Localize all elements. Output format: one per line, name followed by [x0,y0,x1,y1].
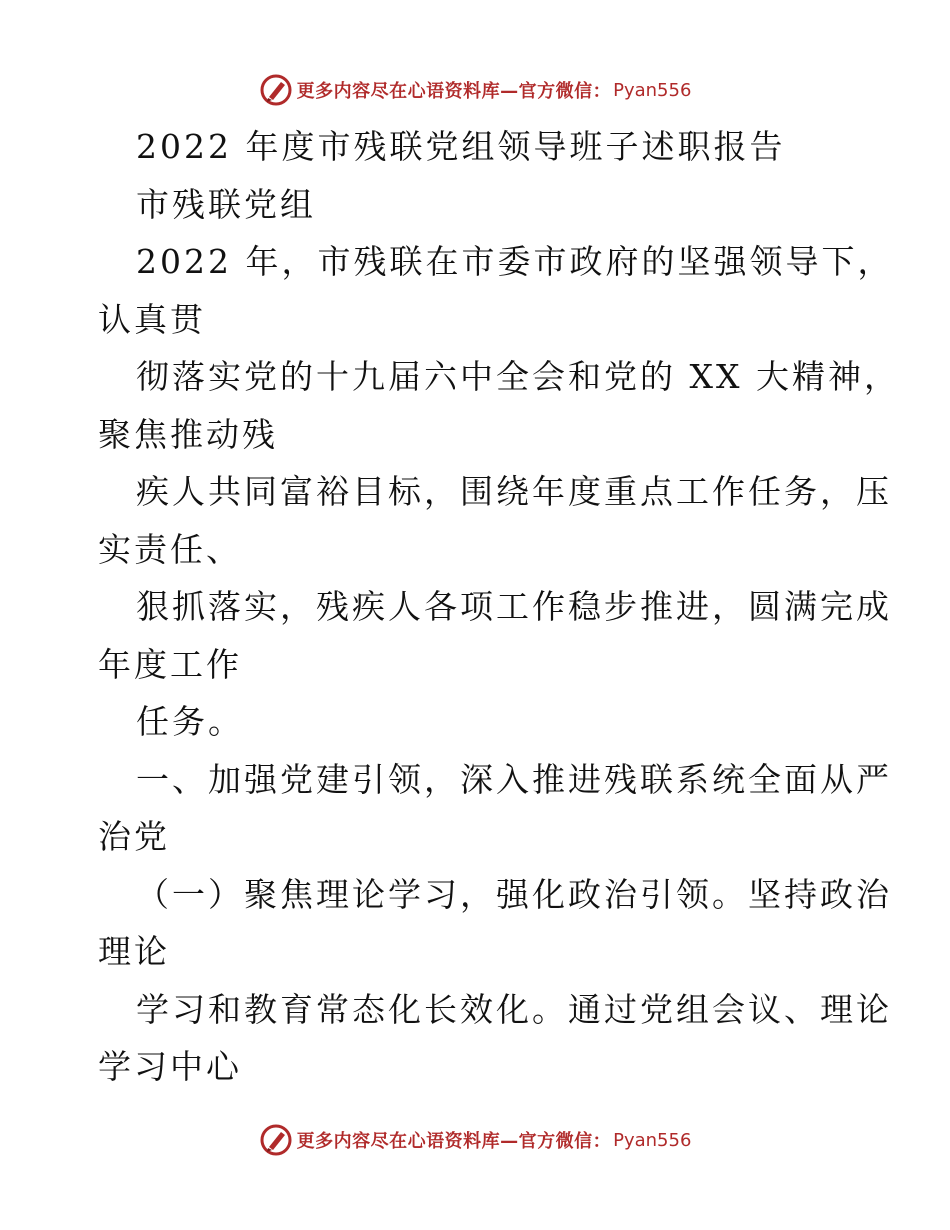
paragraph-line: 任务。 [136,702,244,741]
paragraph-line: 年度工作 [98,644,242,684]
footer-watermark-banner [0,1120,950,1160]
subsection-heading: （一）聚焦理论学习，强化政治引领。坚持政治 [136,874,892,914]
section-heading: 治党 [98,817,170,856]
document-title: 2022 年度市残联党组领导班子述职报告 [136,127,786,166]
paragraph-line: 学习和教育常态化长效化。通过党组会议、理论 [136,989,892,1029]
header-watermark-banner [0,70,950,110]
paragraph-line: 疾人共同富裕目标，围绕年度重点工作任务，压 [136,472,892,511]
section-heading: 一、加强党建引领，深入推进残联系统全面从严 [136,759,892,799]
paragraph-line: 2022 年，市残联在市委市政府的坚强领导下， [136,242,894,281]
paragraph-line: 实责任、 [98,529,242,569]
banner-text: 更多内容尽在心语资料库—官方微信： [296,81,612,102]
pen-logo-icon [259,73,293,107]
paragraph-line: 彻落实党的十九届六中全会和党的 XX 大精神， [136,357,900,396]
banner-wechat-id: Pyan556 [613,1129,692,1151]
paragraph-line: 理论 [98,932,170,971]
paragraph-line: 狠抓落实，残疾人各项工作稳步推进，圆满完成 [136,587,892,626]
paragraph-line: 学习中心 [98,1047,242,1086]
paragraph-line: 认真贯 [98,299,206,339]
paragraph-line: 聚焦推动残 [98,414,278,454]
document-author: 市残联党组 [136,184,316,224]
banner-text: 更多内容尽在心语资料库—官方微信： [296,1131,612,1152]
pen-logo-icon [259,1123,293,1157]
document-body [98,118,900,1096]
banner-wechat-id: Pyan556 [613,79,692,101]
